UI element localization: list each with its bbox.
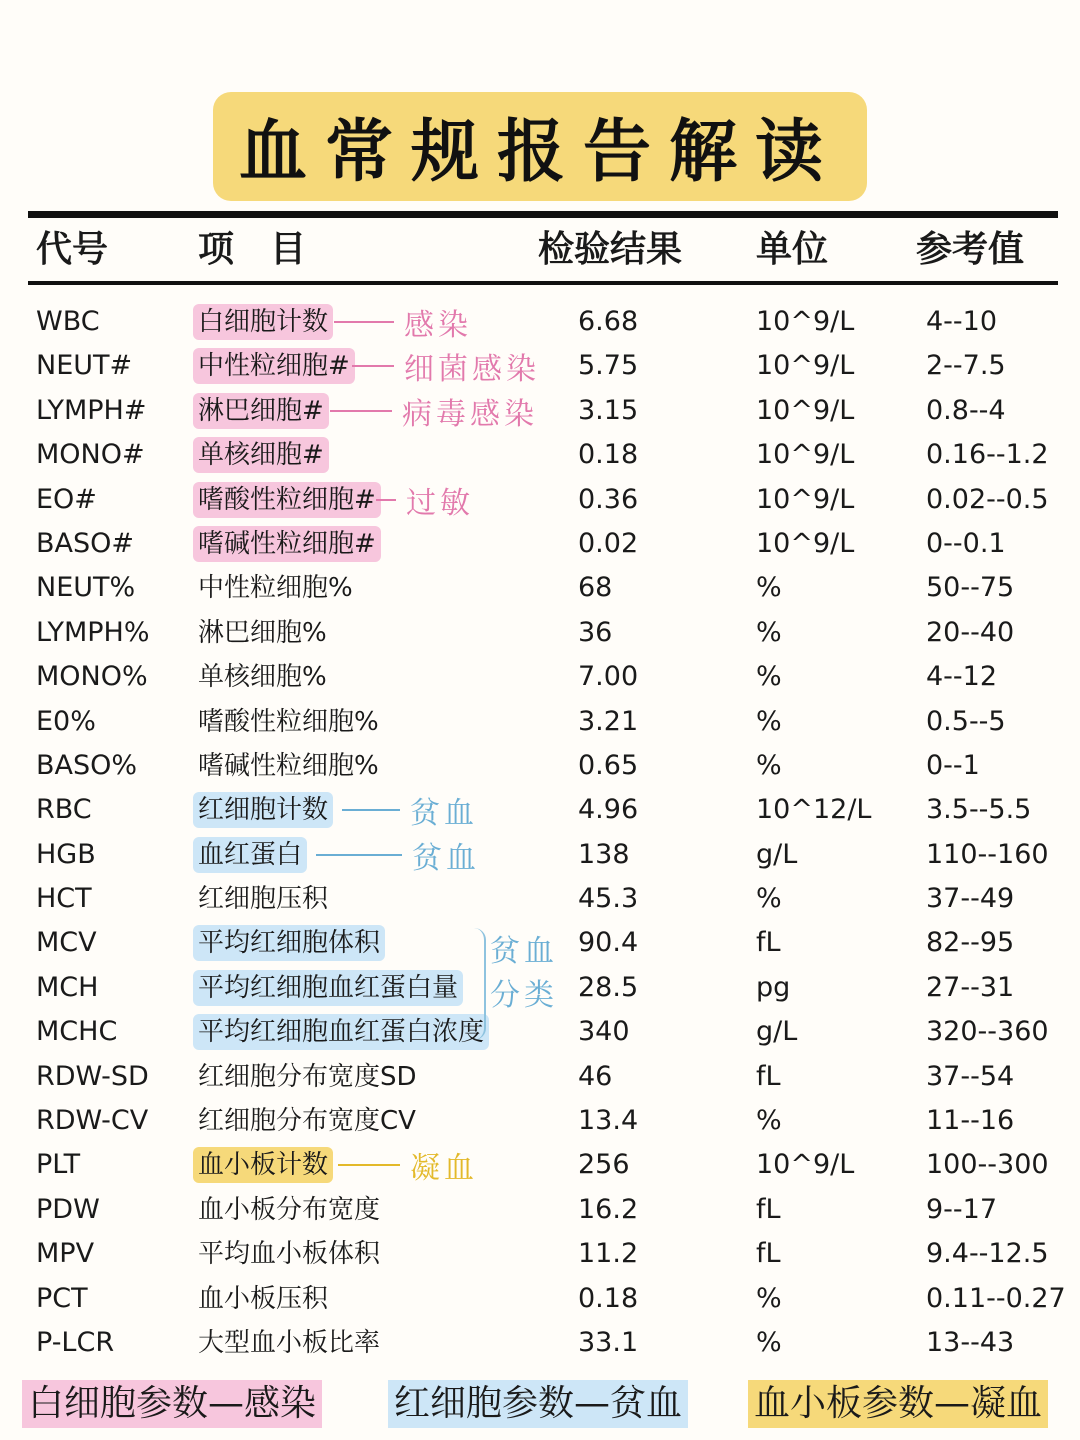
annotation-text: 细菌感染: [404, 352, 540, 388]
cell-item: 嗜碱性粒细胞%: [198, 750, 379, 781]
cell-unit: %: [756, 661, 782, 693]
cell-code: NEUT#: [36, 350, 133, 382]
cell-unit: 10^9/L: [756, 439, 855, 471]
cell-ref: 0.11--0.27: [926, 1282, 1066, 1314]
cell-unit: 10^9/L: [756, 1149, 855, 1181]
cell-unit: %: [756, 1326, 782, 1358]
cell-item: 单核细胞%: [198, 662, 327, 693]
header-result: 检验结果: [538, 229, 683, 270]
page-title: 血常规报告解读: [213, 92, 867, 201]
cell-ref: 13--43: [926, 1326, 1015, 1358]
cell-item: 红细胞压积: [198, 884, 329, 915]
cell-ref: 3.5--5.5: [926, 794, 1032, 826]
anemia-classification-note: [474, 922, 560, 1048]
cell-unit: 10^9/L: [756, 394, 855, 426]
table-row: [0, 655, 1080, 699]
annotation-note: [342, 788, 478, 832]
legend-wbc: 白细胞参数—感染: [22, 1380, 322, 1428]
cell-item: 平均红细胞体积: [193, 925, 385, 961]
table-row: [0, 1277, 1080, 1321]
cell-unit: fL: [756, 1060, 781, 1092]
cell-item: 大型血小板比率: [198, 1327, 381, 1358]
table-row: [0, 700, 1080, 744]
cell-result: 33.1: [578, 1326, 639, 1358]
cell-code: MPV: [36, 1238, 95, 1270]
cell-ref: 320--360: [926, 1016, 1049, 1048]
cell-result: 340: [578, 1016, 630, 1048]
cell-ref: 9--17: [926, 1193, 998, 1225]
cell-unit: pg: [756, 971, 791, 1003]
cell-item: 中性粒细胞#: [193, 348, 355, 384]
cell-result: 0.02: [578, 527, 639, 559]
cell-code: MCHC: [36, 1016, 118, 1048]
cell-result: 16.2: [578, 1193, 639, 1225]
table-row: [0, 478, 1080, 522]
cell-ref: 20--40: [926, 616, 1015, 648]
connector-line: [338, 1164, 400, 1166]
cell-result: 90.4: [578, 927, 639, 959]
cell-code: HCT: [36, 883, 92, 915]
connector-line: [376, 499, 396, 501]
cell-item: 平均红细胞血红蛋白量: [193, 970, 463, 1006]
brace-mark: [474, 928, 486, 1040]
cell-unit: fL: [756, 1193, 781, 1225]
cell-result: 0.65: [578, 749, 639, 781]
cell-item: 红细胞分布宽度CV: [198, 1106, 416, 1137]
cell-ref: 0.02--0.5: [926, 483, 1049, 515]
cell-code: MCV: [36, 927, 97, 959]
cell-ref: 4--10: [926, 306, 998, 337]
annotation-text: 感染: [404, 308, 472, 343]
table-row: [0, 344, 1080, 388]
cell-result: 11.2: [578, 1238, 639, 1270]
bracket-note-line1: 贫血: [490, 934, 558, 969]
cell-code: NEUT%: [36, 572, 136, 604]
cell-code: MCH: [36, 971, 99, 1003]
cell-unit: g/L: [756, 838, 798, 870]
cell-item: 中性粒细胞%: [198, 573, 353, 604]
cell-result: 7.00: [578, 661, 639, 693]
table-row: [0, 300, 1080, 344]
annotation-note: [376, 478, 474, 522]
cell-ref: 110--160: [926, 838, 1049, 870]
annotation-text: 凝血: [410, 1151, 478, 1187]
cell-code: LYMPH#: [36, 394, 147, 426]
cell-unit: 10^9/L: [756, 350, 855, 382]
cell-code: HGB: [36, 838, 96, 870]
cell-result: 0.36: [578, 483, 639, 515]
cell-result: 0.18: [578, 1282, 639, 1314]
cell-item: 嗜碱性粒细胞#: [193, 526, 381, 562]
cell-result: 5.75: [578, 350, 639, 382]
annotation-note: [352, 344, 540, 388]
cell-result: 45.3: [578, 883, 639, 915]
connector-line: [342, 809, 400, 811]
table-row: [0, 1055, 1080, 1099]
cell-code: EO#: [36, 483, 97, 515]
table-row: [0, 433, 1080, 477]
cell-item: 白细胞计数: [193, 304, 333, 340]
cell-item: 血小板分布宽度: [198, 1194, 381, 1225]
cell-item: 平均血小板体积: [198, 1239, 381, 1270]
header-ref: 参考值: [916, 229, 1025, 270]
table-header-rule: [28, 281, 1058, 285]
cell-code: RDW-CV: [36, 1105, 149, 1137]
cell-ref: 0.16--1.2: [926, 439, 1049, 471]
cell-ref: 27--31: [926, 971, 1015, 1003]
table-row: [0, 566, 1080, 610]
annotation-note: [316, 833, 480, 877]
cell-result: 3.15: [578, 394, 639, 426]
cell-unit: 10^9/L: [756, 306, 855, 337]
title-banner: [0, 92, 1080, 201]
cell-code: BASO%: [36, 749, 138, 781]
cell-code: WBC: [36, 306, 100, 337]
cell-ref: 0--0.1: [926, 527, 1006, 559]
cell-code: PCT: [36, 1282, 88, 1314]
cell-result: 13.4: [578, 1105, 639, 1137]
connector-line: [316, 854, 402, 856]
cell-unit: %: [756, 705, 782, 737]
cell-item: 平均红细胞血红蛋白浓度: [193, 1014, 489, 1050]
cell-code: BASO#: [36, 527, 135, 559]
cell-unit: %: [756, 572, 782, 604]
cell-code: MONO#: [36, 439, 145, 471]
cell-code: RBC: [36, 794, 92, 826]
cell-code: PDW: [36, 1193, 100, 1225]
cell-ref: 2--7.5: [926, 350, 1006, 382]
cell-unit: %: [756, 883, 782, 915]
cell-code: MONO%: [36, 661, 148, 693]
annotation-text: 过敏: [406, 485, 474, 521]
cell-result: 256: [578, 1149, 630, 1181]
connector-line: [330, 410, 392, 412]
cell-ref: 100--300: [926, 1149, 1049, 1181]
cell-ref: 9.4--12.5: [926, 1238, 1049, 1270]
table-row: [0, 833, 1080, 877]
table-row: [0, 611, 1080, 655]
cell-result: 138: [578, 838, 630, 870]
cell-unit: g/L: [756, 1016, 798, 1048]
cell-code: PLT: [36, 1149, 81, 1181]
cell-ref: 0--1: [926, 749, 980, 781]
cell-ref: 4--12: [926, 661, 998, 693]
table-row: [0, 1188, 1080, 1232]
cell-item: 红细胞分布宽度SD: [198, 1061, 417, 1092]
cell-item: 血小板计数: [193, 1147, 333, 1183]
cell-code: E0%: [36, 705, 96, 737]
cell-item: 嗜酸性粒细胞%: [198, 706, 379, 737]
cell-result: 68: [578, 572, 613, 604]
annotation-note: [334, 300, 472, 344]
table-row: [0, 744, 1080, 788]
legend-plt: 血小板参数—凝血: [748, 1380, 1048, 1428]
cell-code: LYMPH%: [36, 616, 150, 648]
cell-ref: 37--49: [926, 883, 1015, 915]
table-top-rule: [28, 211, 1058, 218]
bracket-note-line2: 分类: [490, 978, 558, 1013]
legend-rbc: 红细胞参数—贫血: [388, 1380, 688, 1428]
cell-unit: %: [756, 616, 782, 648]
cell-unit: fL: [756, 1238, 781, 1270]
cell-item: 单核细胞#: [193, 437, 329, 473]
cell-result: 36: [578, 616, 613, 648]
cell-item: 血小板压积: [198, 1283, 329, 1314]
cell-result: 28.5: [578, 971, 639, 1003]
table-row: [0, 1143, 1080, 1187]
table-header: [0, 224, 1080, 276]
cell-unit: 10^12/L: [756, 794, 872, 826]
cell-ref: 0.5--5: [926, 705, 1006, 737]
cell-unit: fL: [756, 927, 781, 959]
cell-code: RDW-SD: [36, 1060, 149, 1092]
header-unit: 单位: [756, 229, 829, 270]
cell-unit: %: [756, 1105, 782, 1137]
table-row: [0, 522, 1080, 566]
table-row: [0, 788, 1080, 832]
cell-result: 3.21: [578, 705, 639, 737]
cell-unit: 10^9/L: [756, 483, 855, 515]
cell-item: 淋巴细胞%: [198, 617, 327, 648]
annotation-text: 贫血: [412, 840, 480, 876]
cell-ref: 11--16: [926, 1105, 1015, 1137]
cell-result: 4.96: [578, 794, 639, 826]
cell-unit: %: [756, 749, 782, 781]
cell-unit: %: [756, 1282, 782, 1314]
table-row: [0, 877, 1080, 921]
annotation-note: [330, 389, 538, 433]
cell-ref: 82--95: [926, 927, 1015, 959]
cell-ref: 50--75: [926, 572, 1015, 604]
table-row: [0, 1321, 1080, 1365]
annotation-text: 病毒感染: [402, 396, 538, 432]
annotation-note: [338, 1143, 478, 1187]
cell-code: P-LCR: [36, 1326, 115, 1358]
cell-result: 46: [578, 1060, 613, 1092]
header-item: 项 目: [198, 229, 307, 270]
cell-ref: 0.8--4: [926, 394, 1006, 426]
annotation-text: 贫血: [410, 796, 478, 832]
cell-result: 0.18: [578, 439, 639, 471]
connector-line: [334, 321, 394, 323]
cell-unit: 10^9/L: [756, 527, 855, 559]
header-code: 代号: [36, 229, 109, 270]
table-row: [0, 1232, 1080, 1276]
table-body: [0, 300, 1080, 1365]
cell-item: 血红蛋白: [193, 837, 307, 873]
cell-item: 淋巴细胞#: [193, 393, 329, 429]
cell-result: 6.68: [578, 306, 639, 337]
table-row: [0, 389, 1080, 433]
cell-item: 红细胞计数: [193, 792, 333, 828]
table-row: [0, 1099, 1080, 1143]
connector-line: [352, 365, 394, 367]
cell-ref: 37--54: [926, 1060, 1015, 1092]
cell-item: 嗜酸性粒细胞#: [193, 482, 381, 518]
